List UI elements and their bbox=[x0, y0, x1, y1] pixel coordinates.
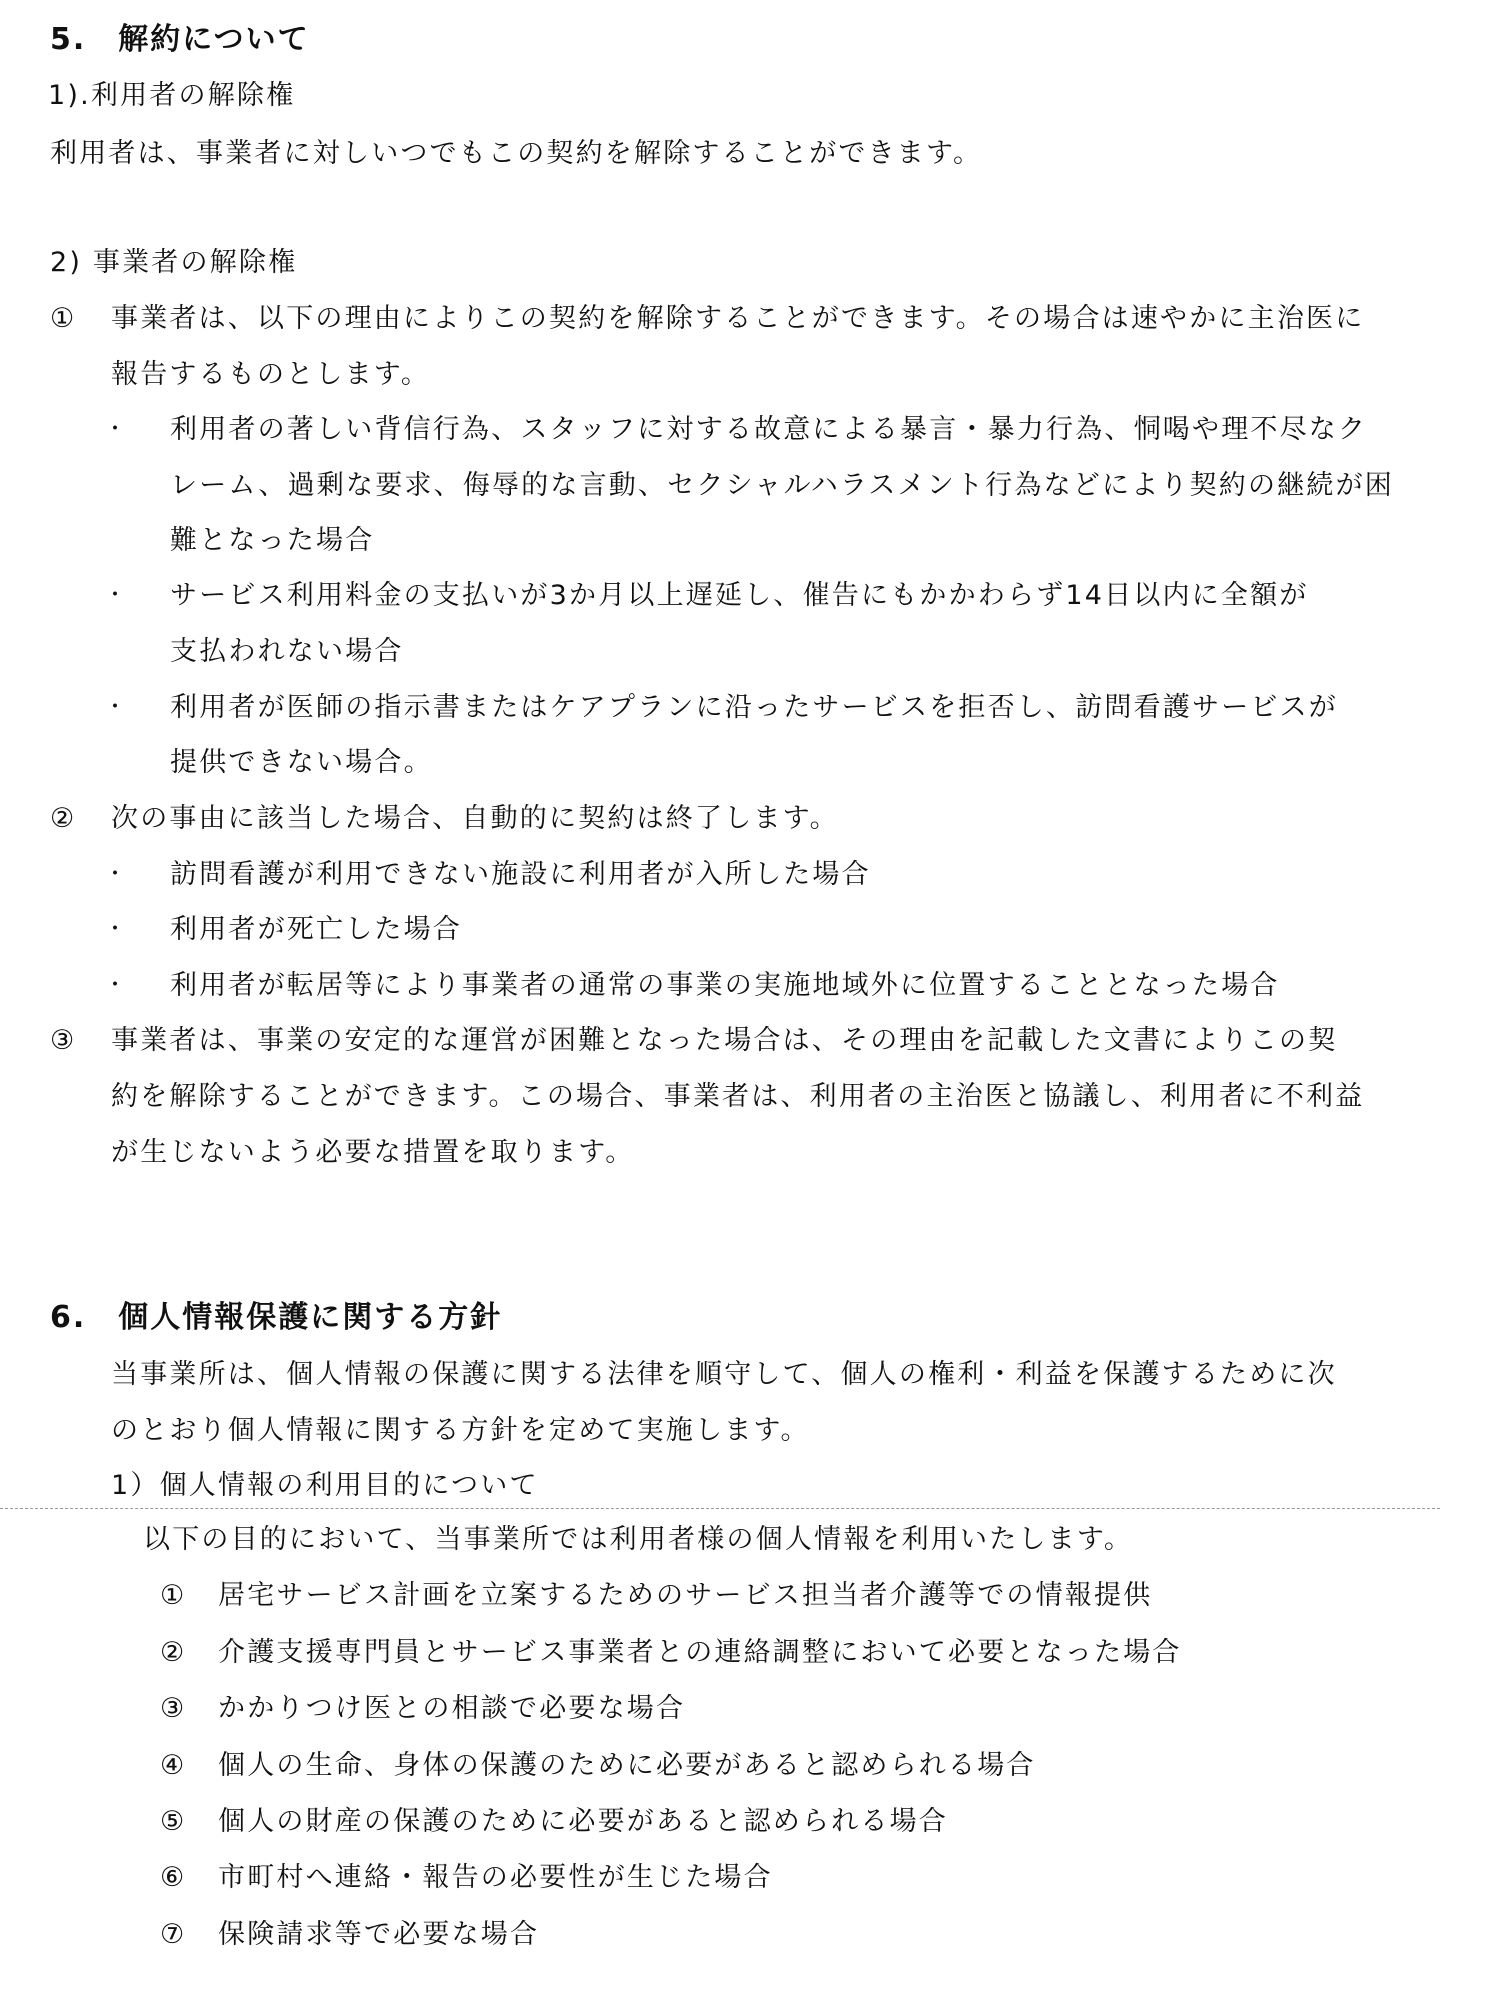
purpose-marker-7: ⑦ bbox=[160, 1919, 185, 1950]
item3-line-2: 約を解除することができます。この場合、事業者は、利用者の主治医と協議し、利用者に不利益 bbox=[111, 1081, 1365, 1112]
item2-bullet-2: 利用者が死亡した場合 bbox=[170, 914, 462, 945]
bullet-mark: ・ bbox=[104, 862, 127, 887]
section-6-sub1-text: 以下の目的において、当事業所では利用者様の個人情報を利用いたします。 bbox=[143, 1524, 1134, 1555]
bullet1-line-2: レーム、過剰な要求、侮辱的な言動、セクシャルハラスメント行為などにより契約の継続が困 bbox=[170, 470, 1394, 501]
bullet-mark: ・ bbox=[104, 917, 127, 942]
purpose-marker-5: ⑤ bbox=[160, 1806, 185, 1837]
section-6-sub1-label: 1）個人情報の利用目的について bbox=[111, 1470, 539, 1501]
section-5-title: 5. 解約について bbox=[50, 22, 310, 57]
section-5-sub1-label: 1).利用者の解除権 bbox=[48, 80, 296, 111]
purpose-item-1: 居宅サービス計画を立案するためのサービス担当者介護等での情報提供 bbox=[218, 1580, 1153, 1611]
section-6-intro-line-1: 当事業所は、個人情報の保護に関する法律を順守して、個人の権利・利益を保護するために次 bbox=[111, 1359, 1337, 1390]
purpose-marker-4: ④ bbox=[160, 1750, 185, 1781]
scan-divider bbox=[0, 1508, 1440, 1509]
purpose-item-7: 保険請求等で必要な場合 bbox=[218, 1919, 540, 1950]
bullet1-line-1: 利用者の著しい背信行為、スタッフに対する故意による暴言・暴力行為、恫喝や理不尽なク bbox=[170, 414, 1368, 445]
item2-bullet-1: 訪問看護が利用できない施設に利用者が入所した場合 bbox=[170, 859, 871, 890]
bullet-mark: ・ bbox=[104, 417, 127, 442]
section-6-intro-line-2: のとおり個人情報に関する方針を定めて実施します。 bbox=[111, 1415, 810, 1446]
bullet-mark: ・ bbox=[104, 973, 127, 998]
item-marker-2: ② bbox=[50, 803, 75, 834]
item1-line-2: 報告するものとします。 bbox=[111, 359, 431, 390]
purpose-item-4: 個人の生命、身体の保護のために必要があると認められる場合 bbox=[218, 1750, 1036, 1781]
item3-line-1: 事業者は、事業の安定的な運営が困難となった場合は、その理由を記載した文書によりこの契 bbox=[111, 1025, 1338, 1056]
purpose-item-3: かかりつけ医との相談で必要な場合 bbox=[218, 1693, 686, 1724]
bullet2-line-2: 支払われない場合 bbox=[170, 636, 404, 667]
purpose-marker-1: ① bbox=[160, 1580, 185, 1611]
bullet-mark: ・ bbox=[104, 583, 127, 608]
bullet3-line-1: 利用者が医師の指示書またはケアプランに沿ったサービスを拒否し、訪問看護サービスが bbox=[170, 692, 1338, 723]
item2-bullet-3: 利用者が転居等により事業者の通常の事業の実施地域外に位置することとなった場合 bbox=[170, 970, 1280, 1001]
purpose-marker-6: ⑥ bbox=[160, 1862, 185, 1893]
item-marker-1: ① bbox=[50, 303, 75, 334]
item3-line-3: が生じないよう必要な措置を取ります。 bbox=[111, 1137, 635, 1168]
purpose-item-5: 個人の財産の保護のために必要があると認められる場合 bbox=[218, 1806, 948, 1837]
bullet1-line-3: 難となった場合 bbox=[170, 525, 375, 556]
purpose-marker-2: ② bbox=[160, 1637, 185, 1668]
item2-text: 次の事由に該当した場合、自動的に契約は終了します。 bbox=[111, 803, 839, 834]
item1-line-1: 事業者は、以下の理由によりこの契約を解除することができます。その場合は速やかに主治医に bbox=[111, 303, 1365, 334]
purpose-item-6: 市町村へ連絡・報告の必要性が生じた場合 bbox=[218, 1862, 773, 1893]
purpose-item-2: 介護支援専門員とサービス事業者との連絡調整において必要となった場合 bbox=[218, 1637, 1182, 1668]
bullet-mark: ・ bbox=[104, 695, 127, 720]
section-5-sub2-label: 2) 事業者の解除権 bbox=[50, 247, 298, 278]
item-marker-3: ③ bbox=[50, 1025, 75, 1056]
purpose-marker-3: ③ bbox=[160, 1693, 185, 1724]
bullet2-line-1: サービス利用料金の支払いが3か月以上遅延し、催告にもかかわらず14日以内に全額が bbox=[170, 580, 1309, 611]
section-5-sub1-text: 利用者は、事業者に対しいつでもこの契約を解除することができます。 bbox=[50, 138, 983, 169]
bullet3-line-2: 提供できない場合。 bbox=[170, 747, 433, 778]
section-6-title: 6. 個人情報保護に関する方針 bbox=[50, 1300, 503, 1335]
